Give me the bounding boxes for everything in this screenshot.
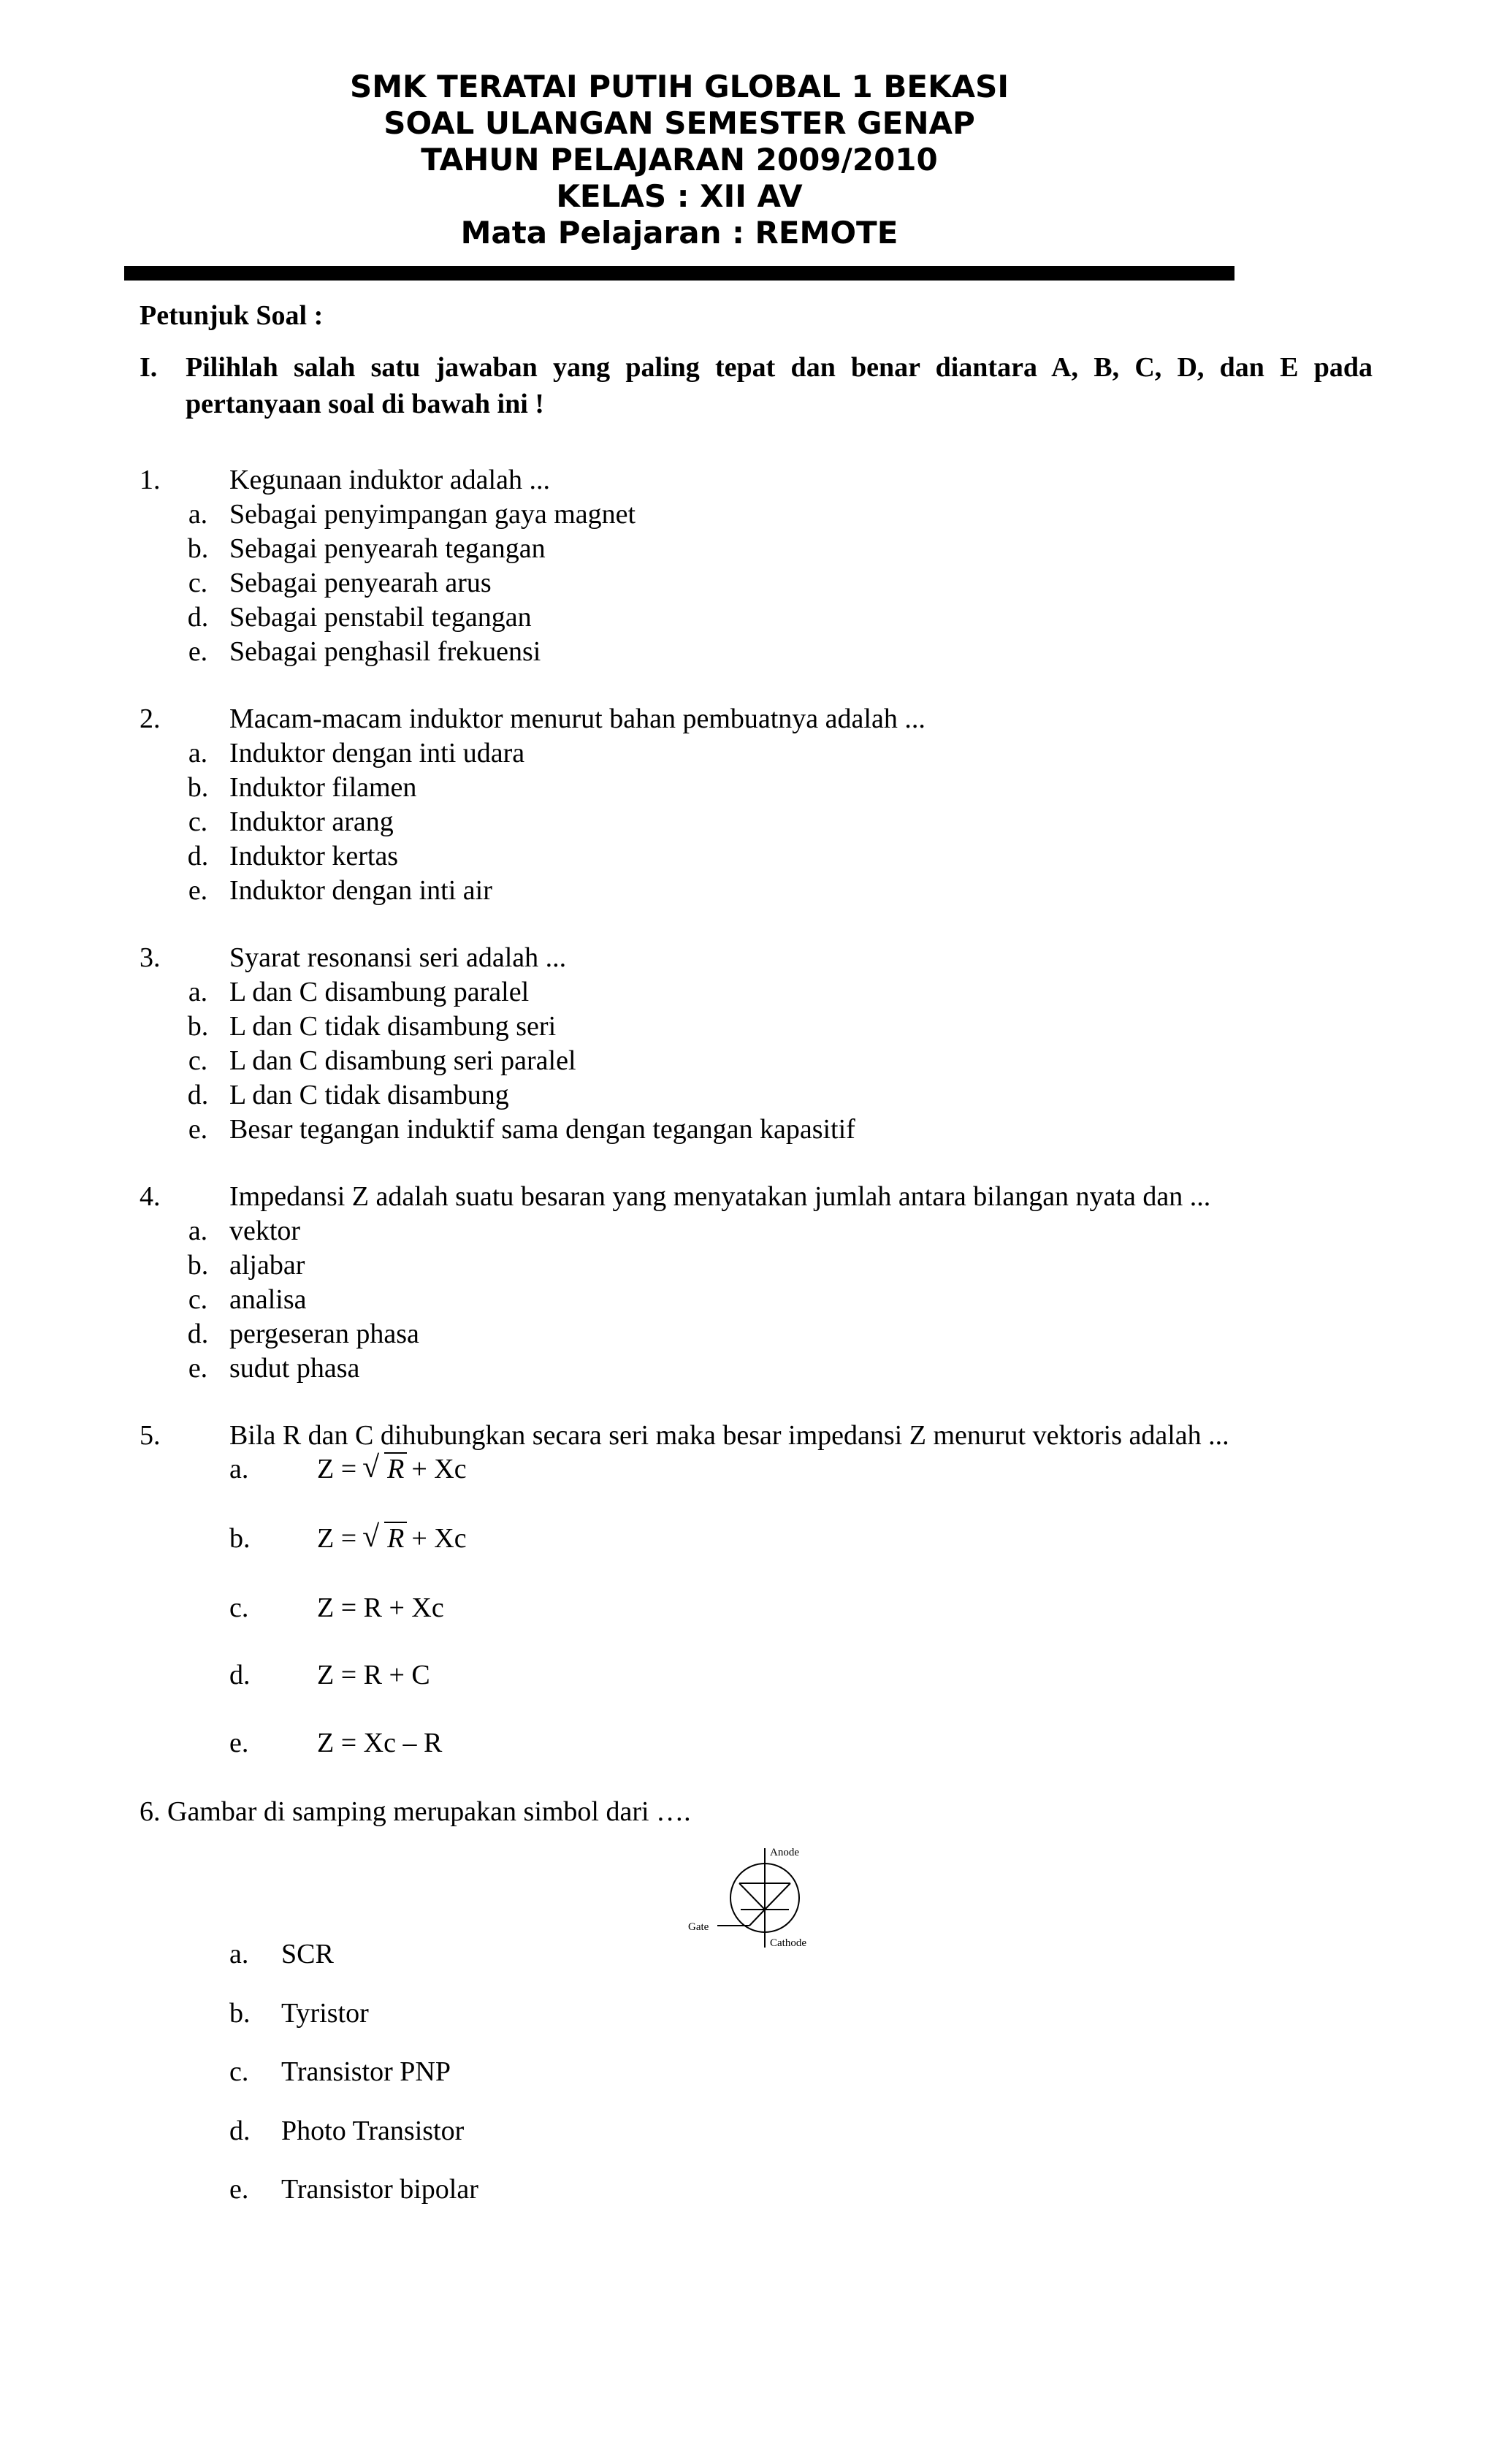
question-3	[0, 941, 1496, 1147]
option-label: c.	[188, 1284, 208, 1315]
option-d	[0, 1659, 1496, 1696]
option-label: c.	[188, 1045, 208, 1076]
radicand: R	[384, 1452, 407, 1484]
option-text: Sebagai penyimpangan gaya magnet	[229, 499, 636, 530]
formula: Z = R + C	[317, 1660, 430, 1690]
option-label: c.	[188, 806, 208, 837]
option-text: pergeseran phasa	[229, 1319, 419, 1349]
formula	[317, 1522, 467, 1555]
option-label: e.	[188, 1353, 208, 1384]
option-text: Induktor dengan inti air	[229, 875, 492, 906]
option-a	[0, 1938, 1496, 1975]
academic-year: TAHUN PELAJARAN 2009/2010	[421, 142, 938, 178]
triangle-left	[739, 1883, 765, 1910]
question-4	[0, 1180, 1496, 1386]
formula: Z = R + Xc	[317, 1593, 444, 1623]
school-name: SMK TERATAI PUTIH GLOBAL 1 BEKASI	[349, 69, 1010, 104]
option-text: Transistor PNP	[281, 2056, 451, 2087]
option-c	[0, 2056, 1496, 2092]
question-5	[0, 1419, 1496, 1453]
question-text: Kegunaan induktor adalah ...	[229, 465, 550, 495]
option-text: Sebagai penyearah tegangan	[229, 533, 546, 564]
question-text: Syarat resonansi seri adalah ...	[229, 942, 567, 973]
option-label: b.	[187, 533, 209, 564]
option-label: c.	[229, 1593, 249, 1623]
instructions-title: Petunjuk Soal :	[140, 300, 324, 331]
option-label: b.	[187, 1250, 209, 1281]
option-text: L dan C tidak disambung seri	[229, 1011, 557, 1042]
subject-name: Mata Pelajaran : REMOTE	[460, 215, 898, 251]
sqrt-icon: √ R	[362, 1522, 407, 1555]
anode-label: Anode	[770, 1847, 799, 1858]
option-d	[0, 2115, 1496, 2151]
option-text: Induktor filamen	[229, 772, 417, 803]
instructions-number: I.	[140, 352, 158, 383]
option-label: e.	[229, 2174, 249, 2205]
option-label: a.	[188, 977, 208, 1007]
triangle-right	[765, 1883, 790, 1910]
option-label: b.	[187, 1011, 209, 1042]
option-label: d.	[187, 1080, 209, 1110]
option-label: d.	[229, 1660, 251, 1690]
option-label: b.	[229, 1523, 251, 1554]
exam-title: SOAL ULANGAN SEMESTER GENAP	[383, 105, 975, 141]
option-text: L dan C disambung paralel	[229, 977, 530, 1007]
question-1	[0, 463, 1496, 669]
question-number: 2.	[140, 703, 161, 734]
option-a	[0, 1453, 1496, 1490]
formula-suffix: + Xc	[411, 1523, 467, 1554]
option-text: Photo Transistor	[281, 2116, 465, 2146]
option-e	[0, 2173, 1496, 2210]
question-2	[0, 702, 1496, 908]
option-label: d.	[187, 602, 209, 633]
option-text: analisa	[229, 1284, 307, 1315]
question-text: Macam-macam induktor menurut bahan pembuatnya adalah ...	[229, 703, 926, 734]
question-text: Impedansi Z adalah suatu besaran yang menyatakan jumlah antara bilangan nyata dan ...	[229, 1181, 1211, 1212]
option-text: aljabar	[229, 1250, 305, 1281]
option-text: sudut phasa	[229, 1353, 360, 1384]
option-label: a.	[229, 1454, 249, 1484]
option-label: a.	[188, 738, 208, 768]
option-label: e.	[188, 1114, 208, 1145]
option-label: c.	[229, 2056, 249, 2087]
option-text: L dan C disambung seri paralel	[229, 1045, 576, 1076]
option-label: a.	[188, 499, 208, 530]
option-b	[0, 1997, 1496, 2034]
option-text: SCR	[281, 1939, 334, 1969]
class-name: KELAS : XII AV	[556, 178, 803, 214]
formula-prefix: Z =	[317, 1454, 357, 1484]
question-number: 3.	[140, 942, 161, 973]
option-text: Tyristor	[281, 1998, 369, 2029]
option-label: e.	[188, 875, 208, 906]
question-text: Bila R dan C dihubungkan secara seri maka besar impedansi Z menurut vektoris adalah ...	[229, 1420, 1229, 1451]
option-label: a.	[229, 1939, 249, 1969]
formula-prefix: Z =	[317, 1523, 357, 1554]
option-text: Sebagai penyearah arus	[229, 568, 492, 598]
option-text: Transistor bipolar	[281, 2174, 478, 2205]
formula-suffix: + Xc	[411, 1454, 467, 1484]
option-label: e.	[188, 636, 208, 667]
option-e	[0, 1727, 1496, 1763]
question-number: 4.	[140, 1181, 161, 1212]
option-text: vektor	[229, 1216, 301, 1246]
option-text: Sebagai penstabil tegangan	[229, 602, 532, 633]
gate-diagonal	[749, 1910, 765, 1926]
option-label: e.	[229, 1728, 249, 1758]
option-label: d.	[187, 1319, 209, 1349]
header-divider	[124, 266, 1234, 281]
gate-label: Gate	[688, 1921, 709, 1933]
formula	[317, 1453, 467, 1485]
question-text: 6. Gambar di samping merupakan simbol dari ….	[140, 1796, 691, 1827]
option-b	[0, 1522, 1496, 1559]
option-text: Induktor dengan inti udara	[229, 738, 525, 768]
option-text: Besar tegangan induktif sama dengan tegangan kapasitif	[229, 1114, 855, 1145]
instructions	[140, 349, 1373, 422]
option-text: L dan C tidak disambung	[229, 1080, 509, 1110]
radicand: R	[384, 1522, 407, 1554]
formula: Z = Xc – R	[317, 1728, 443, 1758]
option-label: b.	[229, 1998, 251, 2029]
option-text: Induktor arang	[229, 806, 394, 837]
option-text: Sebagai penghasil frekuensi	[229, 636, 541, 667]
option-label: b.	[187, 772, 209, 803]
cathode-label: Cathode	[770, 1937, 806, 1949]
question-number: 5.	[140, 1420, 161, 1451]
instructions-text: Pilihlah salah satu jawaban yang paling tepat dan benar diantara A, B, C, D, dan E pada pertanyaan soal di bawah ini !	[186, 352, 1373, 419]
document-header	[124, 69, 1234, 251]
sqrt-icon: √ R	[362, 1453, 407, 1485]
option-label: a.	[188, 1216, 208, 1246]
option-c	[0, 1592, 1496, 1628]
option-text: Induktor kertas	[229, 841, 399, 871]
option-label: d.	[229, 2116, 251, 2146]
option-label: c.	[188, 568, 208, 598]
option-label: d.	[187, 841, 209, 871]
question-number: 1.	[140, 465, 161, 495]
